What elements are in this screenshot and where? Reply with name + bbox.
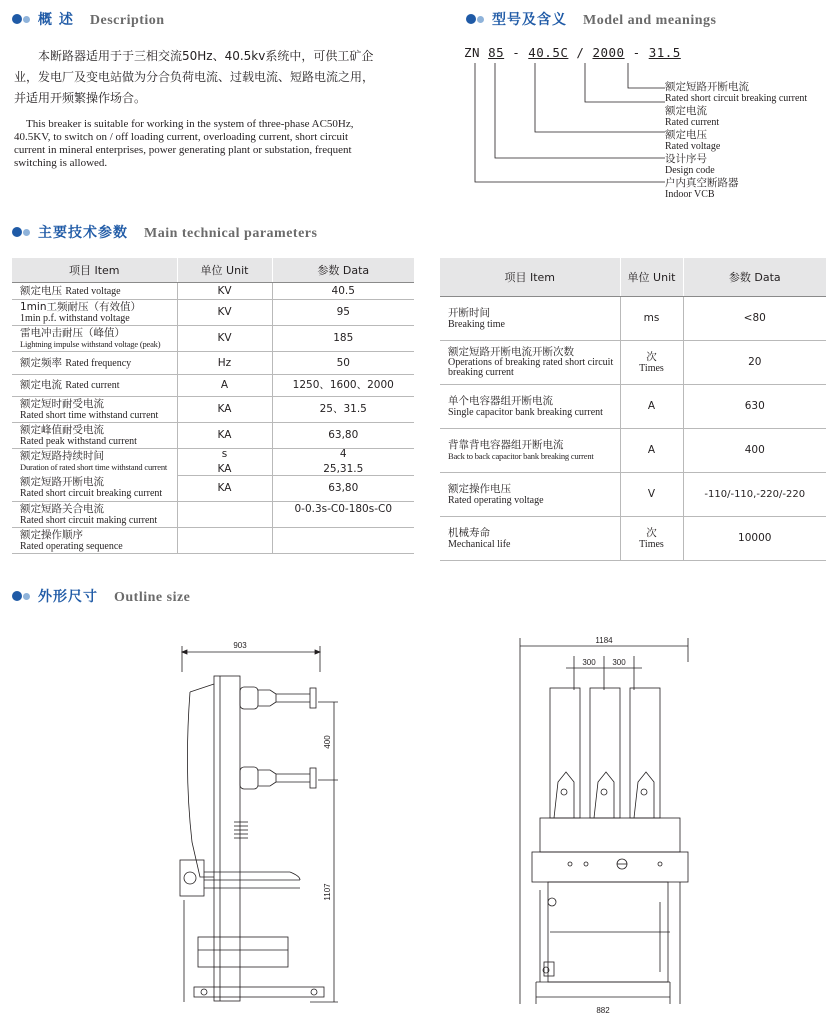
row-unit: A [647, 444, 656, 456]
row-value: 63,80 [272, 423, 414, 449]
table-row [440, 473, 826, 517]
row-cn: 机械寿命 [448, 526, 490, 539]
row-en: Rated short time withstand current [20, 409, 159, 421]
header-unit: 单位 Unit [620, 258, 683, 297]
row-en: Back to back capacitor bank breaking current [448, 450, 594, 461]
row-value: 1250、1600、2000 [272, 375, 414, 397]
row-cn: 额定短路开断电流开断次数 [448, 346, 574, 358]
description-heading [12, 9, 165, 29]
model-code [464, 45, 681, 60]
model-code-part: ZN [464, 45, 481, 60]
row-cn: 雷电冲击耐压（峰值） [20, 326, 125, 339]
row-cn: 额定电压 [20, 284, 62, 297]
row-cn: 额定频率 [20, 356, 62, 369]
row-unit-cn: 次 [646, 350, 657, 363]
row-en: Rated peak withstand current [20, 435, 137, 447]
row-unit: KV [177, 300, 272, 326]
row-value: 25,31.5 [323, 463, 364, 475]
row-unit: Hz [177, 352, 272, 375]
header-item: 项目 Item [12, 258, 177, 283]
row-unit: Times [639, 538, 664, 550]
row-en: 1min p.f. withstand voltage [20, 312, 130, 324]
row-value: -110/-110,-220/-220 [683, 473, 826, 517]
row-cn: 额定操作电压 [448, 482, 511, 495]
header-unit: 单位 Unit [177, 258, 272, 283]
dim-front-spacing-2: 300 [612, 658, 626, 667]
dim-front-spacing-1: 300 [582, 658, 596, 667]
row-cn: 开断时间 [448, 306, 490, 319]
row-value: 20 [683, 341, 826, 385]
description-cn-line: 业，发电厂及变电站做为分合负荷电流、过载电流、短路电流之用， [14, 70, 375, 84]
table-row [12, 300, 414, 326]
row-unit [177, 528, 272, 554]
row-value: 63,80 [272, 476, 414, 502]
dim-side-width: 903 [233, 641, 247, 650]
description-en-line: This breaker is suitable for working in the system of three-phase AC50Hz, [26, 118, 354, 130]
bullet-dots-icon [12, 227, 30, 237]
table-row [12, 375, 414, 397]
bullet-dots-icon [12, 591, 30, 601]
row-unit-cn: 次 [646, 526, 657, 539]
table-row [440, 385, 826, 429]
meaning-item [665, 130, 720, 152]
row-en: Rated short circuit breaking current [20, 488, 163, 499]
table-row [440, 517, 826, 561]
description-en-line: switching is allowed. [14, 157, 108, 169]
model-code-part: - [512, 45, 521, 60]
table-row [12, 326, 414, 352]
row-cn: 额定电流 [20, 379, 62, 391]
row-cn: 额定操作顺序 [20, 528, 83, 541]
row-unit: KA [217, 463, 232, 475]
row-cn: 额定短路开断电流 [20, 476, 104, 488]
row-value [272, 528, 414, 554]
row-en: Rated frequency [65, 357, 132, 369]
model-code-part: 40.5C [528, 45, 569, 60]
meaning-en: Indoor VCB [665, 189, 715, 200]
meaning-cn: 额定短路开断电流 [665, 81, 749, 93]
row-en: Lightning impulse withstand voltage (peak) [20, 338, 161, 349]
meaning-en: Rated voltage [665, 141, 721, 152]
row-unit: V [647, 488, 656, 500]
row-unit: ms [643, 312, 660, 324]
description-en-line: 40.5KV, to switch on / off loading current, overloading current, short circuit [14, 131, 349, 143]
row-unit: s [221, 448, 228, 460]
model-code-part: / [576, 45, 585, 60]
table-row [440, 429, 826, 473]
bullet-dots-icon [12, 14, 30, 24]
row-en: Rated operating sequence [20, 540, 123, 552]
row-unit: Times [639, 362, 664, 374]
row-en: Rated voltage [65, 285, 121, 297]
model-code-part: 2000 [592, 45, 625, 60]
description-cn-line: 并适用开频繁操作场合。 [14, 91, 147, 105]
header-data: 参数 Data [272, 258, 414, 283]
model-heading [466, 9, 716, 29]
model-title-cn: 型号及含义 [492, 12, 567, 28]
row-value: 25、31.5 [272, 397, 414, 423]
table-row [12, 502, 414, 528]
row-value: 40.5 [272, 283, 414, 300]
params-table-right [440, 258, 826, 561]
dim-front-width: 1184 [595, 636, 613, 645]
row-value: 4 [339, 448, 347, 460]
outline-heading [12, 586, 190, 606]
row-en: Operations of breaking rated short circuit breaking current [448, 357, 614, 378]
table-row [12, 352, 414, 375]
table-row [440, 297, 826, 341]
table-header-row [12, 258, 414, 283]
outline-title-en: Outline size [114, 590, 191, 605]
row-value: 185 [272, 326, 414, 352]
row-cn: 背靠背电容器组开断电流 [448, 438, 564, 451]
meaning-item [665, 82, 807, 104]
row-unit: KV [177, 326, 272, 352]
row-cn: 额定短时耐受电流 [20, 397, 104, 410]
front-view-drawing [510, 632, 700, 1017]
row-unit: A [177, 375, 272, 397]
params-table-left [12, 258, 414, 554]
dim-side-height: 1107 [323, 883, 332, 901]
row-cn: 额定短路持续时间 [20, 450, 104, 462]
description-text-en [14, 118, 434, 170]
row-en: Mechanical life [448, 538, 511, 550]
model-code-part: 85 [488, 45, 505, 60]
model-leader-lines [460, 60, 680, 190]
meaning-item [665, 106, 719, 128]
model-code-part: 31.5 [648, 45, 681, 60]
meaning-cn: 额定电压 [665, 129, 707, 141]
row-unit: KA [177, 476, 272, 502]
description-title-cn: 概 述 [38, 12, 74, 28]
row-unit: KV [177, 283, 272, 300]
meaning-item [665, 178, 739, 200]
table-header-row [440, 258, 826, 297]
row-cn: 1min工频耐压（有效值） [20, 300, 141, 313]
row-value: 50 [272, 352, 414, 375]
description-text-cn [14, 46, 434, 109]
description-title-en: Description [89, 13, 165, 28]
params-title-cn: 主要技术参数 [38, 225, 128, 241]
table-row [12, 423, 414, 449]
meaning-cn: 设计序号 [665, 153, 707, 165]
table-row [12, 449, 414, 476]
table-row [12, 528, 414, 554]
dim-side-pole-spacing: 400 [323, 735, 332, 749]
row-cn: 额定峰值耐受电流 [20, 423, 104, 436]
row-en: Rated short circuit making current [20, 514, 158, 526]
row-unit [177, 502, 272, 528]
row-en: Rated operating voltage [448, 494, 544, 506]
row-unit: KA [177, 397, 272, 423]
row-value: 400 [683, 429, 826, 473]
meaning-cn: 额定电流 [665, 105, 707, 117]
description-cn-line: 本断路器适用于于三相交流50Hz、40.5kv系统中，可供工矿企 [38, 49, 374, 63]
model-title-en: Model and meanings [583, 13, 717, 28]
meaning-en: Rated short circuit breaking current [665, 93, 808, 104]
meaning-item [665, 154, 715, 176]
model-code-part: - [632, 45, 641, 60]
row-en: Rated current [65, 380, 120, 391]
description-en-line: current in mineral enterprises, power generating plant or substation, frequent [14, 144, 352, 156]
row-cn: 额定短路关合电流 [20, 502, 104, 515]
row-value: 630 [683, 385, 826, 429]
meaning-en: Design code [665, 165, 715, 176]
table-row [440, 341, 826, 385]
row-cn: 单个电容器组开断电流 [448, 394, 553, 407]
dim-front-base-width: 882 [596, 1006, 610, 1015]
row-value: 95 [272, 300, 414, 326]
side-view-drawing [170, 632, 350, 1017]
row-unit: A [647, 400, 656, 412]
row-value: 10000 [683, 517, 826, 561]
row-en: Duration of rated short time withstand current [20, 462, 168, 472]
table-row [12, 283, 414, 300]
row-value: <80 [683, 297, 826, 341]
row-en: Breaking time [448, 318, 505, 330]
header-item: 项目 Item [440, 258, 620, 297]
row-en: Single capacitor bank breaking current [448, 406, 603, 418]
meaning-cn: 户内真空断路器 [665, 177, 739, 189]
bullet-dots-icon [466, 14, 484, 24]
params-heading [12, 222, 317, 242]
meaning-en: Rated current [665, 117, 720, 128]
table-row [12, 397, 414, 423]
outline-title-cn: 外形尺寸 [38, 589, 98, 605]
header-data: 参数 Data [683, 258, 826, 297]
params-title-en: Main technical parameters [144, 226, 318, 241]
row-unit: KA [177, 423, 272, 449]
row-value: 0-0.3s-C0-180s-C0 [272, 502, 414, 528]
